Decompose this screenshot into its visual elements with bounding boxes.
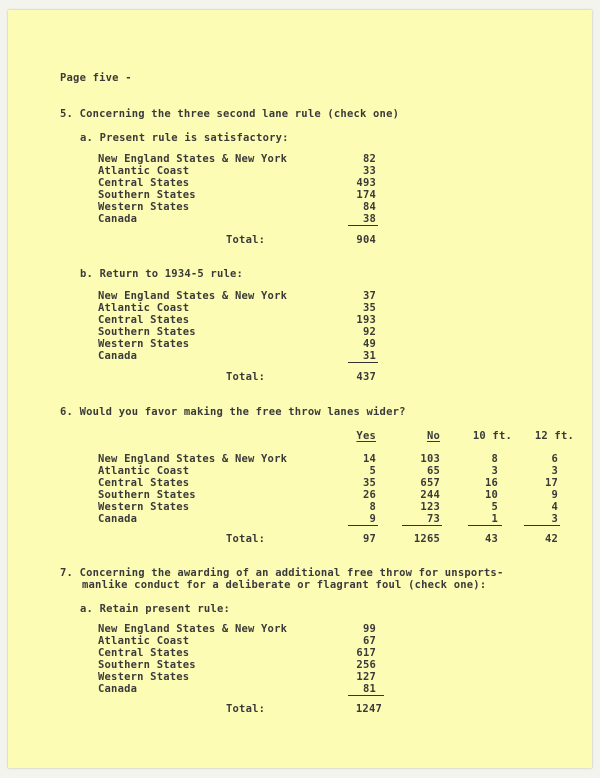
q5a-value: 38 [362, 213, 376, 225]
q6-10ft: 8 [491, 453, 498, 465]
sum-rule [402, 525, 442, 526]
q6-10ft: 10 [484, 489, 498, 501]
q7a-value: 127 [356, 671, 376, 683]
page-label: Page five - [60, 72, 132, 84]
q5a-total-label: Total: [226, 234, 266, 246]
q6-10ft: 16 [484, 477, 498, 489]
q6-region: New England States & New York [98, 453, 288, 465]
q5b-region: Central States [98, 314, 190, 326]
q5b-label: b. Return to 1934-5 rule: [80, 268, 244, 280]
q6-12ft: 3 [551, 513, 558, 525]
q5a-value: 84 [362, 201, 376, 213]
q5b-region: Western States [98, 338, 190, 350]
q6-no: 657 [420, 477, 440, 489]
q5a-region: New England States & New York [98, 153, 288, 165]
q7a-region: Canada [98, 683, 138, 695]
q5b-value: 31 [362, 350, 376, 362]
q6-yes: 5 [369, 465, 376, 477]
q6-region: Canada [98, 513, 138, 525]
q6-yes: 35 [362, 477, 376, 489]
q7-heading-line1: 7. Concerning the awarding of an additional free throw for unsports- [60, 567, 504, 579]
typewritten-page [8, 10, 592, 768]
q7a-total-label: Total: [226, 703, 266, 715]
q6-12ft: 3 [551, 465, 558, 477]
q6-no: 244 [420, 489, 440, 501]
q6-total-12ft: 42 [544, 533, 558, 545]
sum-rule [468, 525, 502, 526]
sum-rule [348, 695, 384, 696]
q6-total-label: Total: [226, 533, 266, 545]
q6-12ft: 6 [551, 453, 558, 465]
q7a-value: 67 [362, 635, 376, 647]
q6-region: Western States [98, 501, 190, 513]
q6-heading: 6. Would you favor making the free throw lanes wider? [60, 406, 406, 418]
q5b-total-label: Total: [226, 371, 266, 383]
q5a-value: 493 [356, 177, 376, 189]
q5a-label: a. Present rule is satisfactory: [80, 132, 289, 144]
q7a-region: Central States [98, 647, 190, 659]
q6-yes: 8 [369, 501, 376, 513]
q6-total-no: 1265 [413, 533, 440, 545]
q7a-region: Atlantic Coast [98, 635, 190, 647]
q5a-region: Central States [98, 177, 190, 189]
q6-col-10ft: 10 ft. [472, 430, 512, 442]
q6-total-10ft: 43 [484, 533, 498, 545]
q5b-value: 37 [362, 290, 376, 302]
q5a-region: Southern States [98, 189, 196, 201]
q5a-region: Western States [98, 201, 190, 213]
q6-total-yes: 97 [362, 533, 376, 545]
q7a-total: 1247 [355, 703, 382, 715]
q6-region: Central States [98, 477, 190, 489]
q6-col-12ft: 12 ft. [534, 430, 574, 442]
q5a-total: 904 [356, 234, 376, 246]
q6-no: 123 [420, 501, 440, 513]
q6-12ft: 17 [544, 477, 558, 489]
q5-heading: 5. Concerning the three second lane rule (check one) [60, 108, 400, 120]
q6-yes: 14 [362, 453, 376, 465]
q5b-total: 437 [356, 371, 376, 383]
sum-rule [348, 362, 378, 363]
q7a-value: 81 [362, 683, 376, 695]
sum-rule [348, 225, 378, 226]
q7a-value: 617 [356, 647, 376, 659]
q6-12ft: 9 [551, 489, 558, 501]
q6-no: 73 [426, 513, 440, 525]
q5b-value: 49 [362, 338, 376, 350]
q6-no: 103 [420, 453, 440, 465]
q5b-value: 193 [356, 314, 376, 326]
q7-heading-line2: manlike conduct for a deliberate or flagrant foul (check one): [82, 579, 487, 591]
q6-10ft: 3 [491, 465, 498, 477]
q7a-value: 256 [356, 659, 376, 671]
q7a-label: a. Retain present rule: [80, 603, 230, 615]
q6-12ft: 4 [551, 501, 558, 513]
q6-yes: 26 [362, 489, 376, 501]
q6-region: Southern States [98, 489, 196, 501]
q5b-value: 92 [362, 326, 376, 338]
q5b-region: Atlantic Coast [98, 302, 190, 314]
q5a-region: Canada [98, 213, 138, 225]
q7a-value: 99 [362, 623, 376, 635]
q5b-value: 35 [362, 302, 376, 314]
q6-col-no: No [426, 430, 440, 442]
sum-rule [348, 525, 378, 526]
q6-10ft: 1 [491, 513, 498, 525]
q7a-region: New England States & New York [98, 623, 288, 635]
q5b-region: Southern States [98, 326, 196, 338]
q6-region: Atlantic Coast [98, 465, 190, 477]
q5a-value: 82 [362, 153, 376, 165]
q7a-region: Western States [98, 671, 190, 683]
sum-rule [524, 525, 560, 526]
q5a-value: 174 [356, 189, 376, 201]
q6-col-yes: Yes [356, 430, 376, 442]
q5b-region: New England States & New York [98, 290, 288, 302]
q5a-value: 33 [362, 165, 376, 177]
q6-no: 65 [426, 465, 440, 477]
q5a-region: Atlantic Coast [98, 165, 190, 177]
q5b-region: Canada [98, 350, 138, 362]
q6-10ft: 5 [491, 501, 498, 513]
q7a-region: Southern States [98, 659, 196, 671]
q6-yes: 9 [369, 513, 376, 525]
